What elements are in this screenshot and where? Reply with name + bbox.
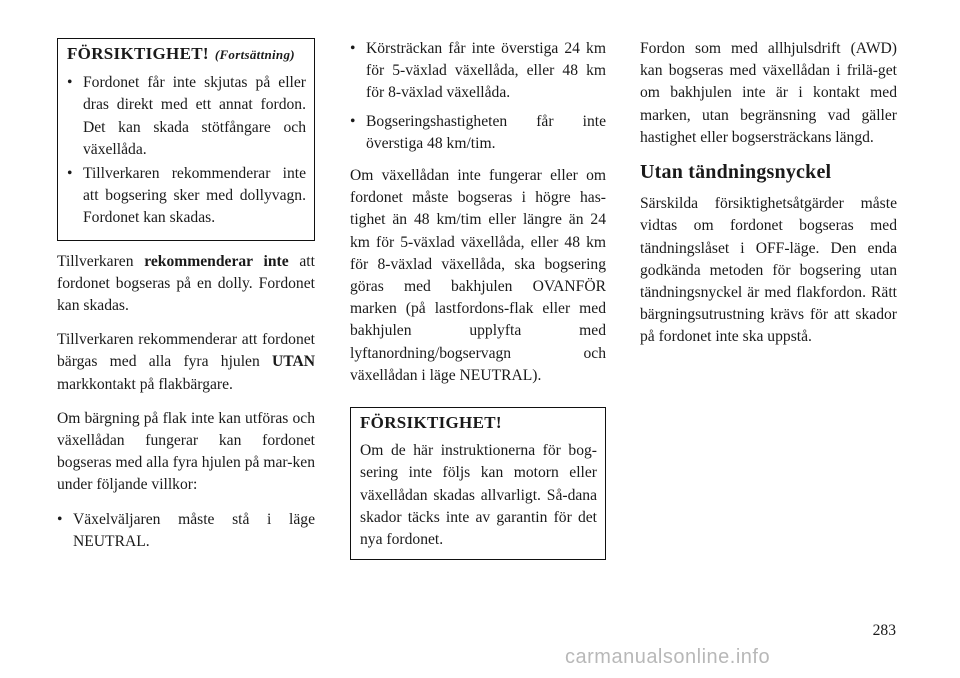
- page-number: 283: [872, 622, 896, 639]
- paragraph: Om växellådan inte fungerar eller om fordonet måste bogseras i högre has-tighet än 48 km/tim eller längre än 24 km för 5-växlad växellåda, eller 48 km för 8-växlad växellåda, ska bogsering göras med bakhjulen OVANFÖR marken (på lastfordons-flak eller med bakhjulen upplyfta med lyftanordning/bogservagn och växellådan i läge NEUTRAL).: [350, 167, 606, 384]
- bold-text: rekommenderar inte: [144, 252, 289, 270]
- caution-box-1: [57, 38, 315, 241]
- paragraph: Särskilda försiktighetsåtgärder måste vidtas om fordonet bogseras med tändningslåset i OFF-läge. Den enda godkända metoden för bogsering utan tändningsnyckel är med flakfordon. Rätt bärgningsutrustning krävs för att skador på fordonet inte ska uppstå.: [640, 195, 897, 346]
- list-item: • Tillverkaren rekommenderar inte att bogsering sker med dollyvagn. Fordonet kan skadas.: [67, 163, 306, 230]
- section-heading: Utan tändningsnyckel: [640, 161, 832, 184]
- column-1: [57, 38, 315, 563]
- bullet-list: [350, 38, 606, 155]
- caution-title: [67, 43, 306, 66]
- text-run: Tillverkaren rekommenderar att fordonet bärgas med alla fyra hjulen: [57, 331, 315, 371]
- paragraph: [57, 329, 315, 396]
- text-run: markkontakt på flakbärgare.: [57, 375, 233, 393]
- list-item: • Bogseringshastigheten får inte överstiga 48 km/tim.: [350, 111, 606, 155]
- caution-title: FÖRSIKTIGHET!: [360, 413, 502, 433]
- list-item: • Fordonet får inte skjutas på eller dras direkt med ett annat fordon. Det kan skada stötfångare och växellåda.: [67, 72, 306, 161]
- text-run: Tillverkaren: [57, 252, 145, 270]
- paragraph: Om bärgning på flak inte kan utföras och växellådan fungerar kan fordonet bogseras med alla fyra hjulen på mar-ken under följande villkor:: [57, 409, 315, 494]
- caution-text: Om de här instruktionerna för bog-sering inte följs kan motorn eller växellådan skadas allvarligt. Så-dana skador täcks inte av garantin för det nya fordonet.: [360, 442, 597, 549]
- list-item: • Växelväljaren måste stå i läge NEUTRAL.: [57, 509, 315, 553]
- watermark: carmanualsonline.info: [565, 646, 771, 668]
- text-run: att fordonet bogseras på en dolly. Fordonet kan skadas.: [57, 252, 315, 315]
- bullet-list: [57, 509, 315, 553]
- caution-box-2: [350, 407, 606, 560]
- continued-label: (Fortsättning): [214, 47, 295, 62]
- column-2: [350, 38, 606, 570]
- paragraph: Fordon som med allhjulsdrift (AWD) kan bogseras med växellådan i frilä-get om bakhjulen inte är i kontakt med marken, utan begränsning vad gäller hastighet eller bogsersträckans längd.: [640, 40, 897, 146]
- bold-text: UTAN: [271, 353, 315, 371]
- caution-list: [67, 72, 306, 229]
- paragraph: [57, 251, 315, 318]
- list-item: • Körsträckan får inte överstiga 24 km för 5-växlad växellåda, eller 48 km för 8-växlad växellåda.: [350, 38, 606, 105]
- caution-title-text: FÖRSIKTIGHET!: [67, 44, 209, 63]
- column-3: [640, 38, 897, 361]
